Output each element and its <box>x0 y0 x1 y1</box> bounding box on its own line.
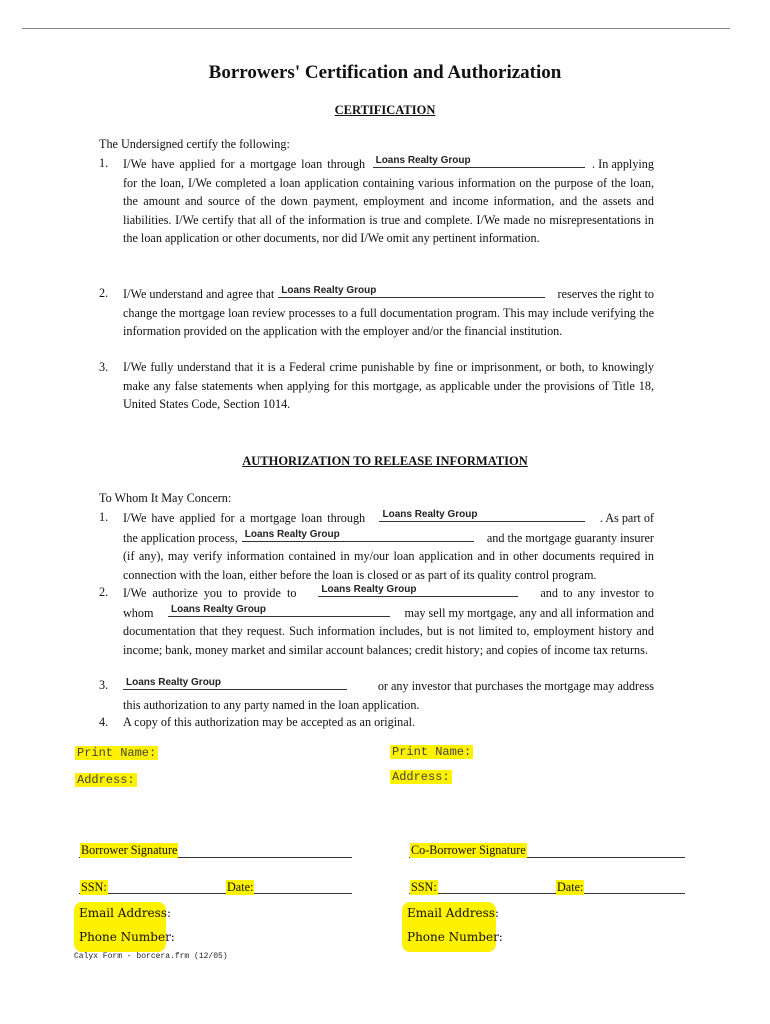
coborrower-ssn-date-line[interactable] <box>409 893 685 894</box>
coborrower-print-name-label[interactable]: Print Name: <box>392 745 472 759</box>
cert-item1-number: 1. <box>99 156 109 170</box>
borrower-ssn-label: SSN: <box>81 880 107 894</box>
auth-item3-number: 3. <box>99 678 109 692</box>
borrower-address-label[interactable]: Address: <box>77 773 135 787</box>
authorization-intro: To Whom It May Concern: <box>99 491 232 505</box>
cert-item2-rest: change the mortgage loan review processes to a full documentation program. This may include verifying the information provided on the application with the employer and/or the financial institution. <box>123 305 654 338</box>
coborrower-signature-label: Co-Borrower Signature <box>411 843 526 857</box>
borrower-ssn-date-line[interactable] <box>79 893 352 894</box>
auth-item1-pre2: the application process, <box>123 530 238 545</box>
auth-item2-provider-field[interactable]: Loans Realty Group <box>318 583 518 597</box>
cert-item2 <box>123 284 654 341</box>
cert-item2-number: 2. <box>99 286 109 300</box>
cert-item1-post: . In applying <box>592 157 654 171</box>
borrower-phone-label: Phone Number: <box>79 930 175 944</box>
auth-item2-post2: may sell my mortgage, any and all information and <box>404 605 654 620</box>
auth-item3-rest: this authorization to any party named in the loan application. <box>123 697 420 712</box>
coborrower-address-label[interactable]: Address: <box>392 770 450 784</box>
auth-item3-party-field[interactable]: Loans Realty Group <box>123 676 347 690</box>
auth-item2-pre2: whom <box>123 605 154 620</box>
borrower-date-label: Date: <box>227 880 254 894</box>
borrower-print-name-label[interactable]: Print Name: <box>77 746 157 760</box>
cert-item2-post: reserves the right to <box>557 287 654 301</box>
auth-item1-post2: and the mortgage guaranty insurer <box>486 530 654 545</box>
coborrower-date-label: Date: <box>557 880 584 894</box>
auth-item4: A copy of this authorization may be accepted as an original. <box>123 715 416 729</box>
coborrower-phone-label: Phone Number: <box>407 930 503 944</box>
cert-item1-rest: for the loan, I/We completed a loan application containing various information on the purpose of the loan, the amount and source of the down payment, employment and income information, and the assets and liabilities. I/We certify that all of the information is true and complete. I/We made no misrepresentations in the loan application or other documents, nor did I/We omit any pertinent information. <box>123 175 654 245</box>
cert-item3: I/We fully understand that it is a Federal crime punishable by fine or imprisonment, or both, to knowingly make any false statements when applying for this mortgage, as applicable under the provisions of Title 18, United States Code, Section 1014. <box>123 360 654 411</box>
borrower-email-label: Email Address: <box>79 906 172 920</box>
cert-item3-number: 3. <box>99 360 109 374</box>
coborrower-contact-highlight[interactable] <box>402 902 503 952</box>
auth-item1-verifier-field[interactable]: Loans Realty Group <box>242 528 474 542</box>
cert-item2-lender-field[interactable]: Loans Realty Group <box>278 284 545 298</box>
auth-item3-post: or any investor that purchases the mortgage may address <box>377 679 654 693</box>
auth-item4-number: 4. <box>99 715 109 729</box>
auth-item1-lender-field[interactable]: Loans Realty Group <box>379 508 585 522</box>
auth-item2-rest: documentation that they request. Such information includes, but is not limited to, employment history and income; bank, money market and similar account balances; credit history; and copies of income tax returns. <box>123 624 654 657</box>
authorization-heading: AUTHORIZATION TO RELEASE INFORMATION <box>242 454 528 468</box>
auth-item2-number: 2. <box>99 585 109 599</box>
certification-heading: CERTIFICATION <box>334 103 436 117</box>
auth-item1-pre: I/We have applied for a mortgage loan through <box>123 511 366 525</box>
auth-item2-pre: I/We authorize you to provide to <box>123 586 297 600</box>
auth-item1 <box>123 508 654 584</box>
auth-item2-buyer-field[interactable]: Loans Realty Group <box>168 603 390 617</box>
certification-intro: The Undersigned certify the following: <box>99 137 290 151</box>
cert-item1-lender-field[interactable]: Loans Realty Group <box>373 154 585 168</box>
auth-item1-rest: (if any), may verify information contained in my/our loan application and in other documents required in connection with the loan, either before the loan is closed or as part of its quality control program. <box>123 549 654 582</box>
cert-item1-pre: I/We have applied for a mortgage loan through <box>123 157 366 171</box>
auth-item2-post1: and to any investor to <box>540 586 654 600</box>
borrower-contact-highlight[interactable] <box>74 902 175 952</box>
auth-item1-number: 1. <box>99 510 109 524</box>
auth-item2 <box>123 583 654 659</box>
borrower-signature-label: Borrower Signature <box>81 843 178 857</box>
cert-item2-pre: I/We understand and agree that <box>123 287 275 301</box>
coborrower-ssn-label: SSN: <box>411 880 437 894</box>
top-rule <box>22 28 730 29</box>
auth-item1-post1: . As part of <box>599 511 654 525</box>
cert-item1 <box>123 154 654 248</box>
form-footer: Calyx Form - borcera.frm (12/05) <box>74 952 228 961</box>
auth-item3 <box>123 676 654 714</box>
document-title: Borrowers' Certification and Authorization <box>208 62 562 83</box>
coborrower-email-label: Email Address: <box>407 906 500 920</box>
